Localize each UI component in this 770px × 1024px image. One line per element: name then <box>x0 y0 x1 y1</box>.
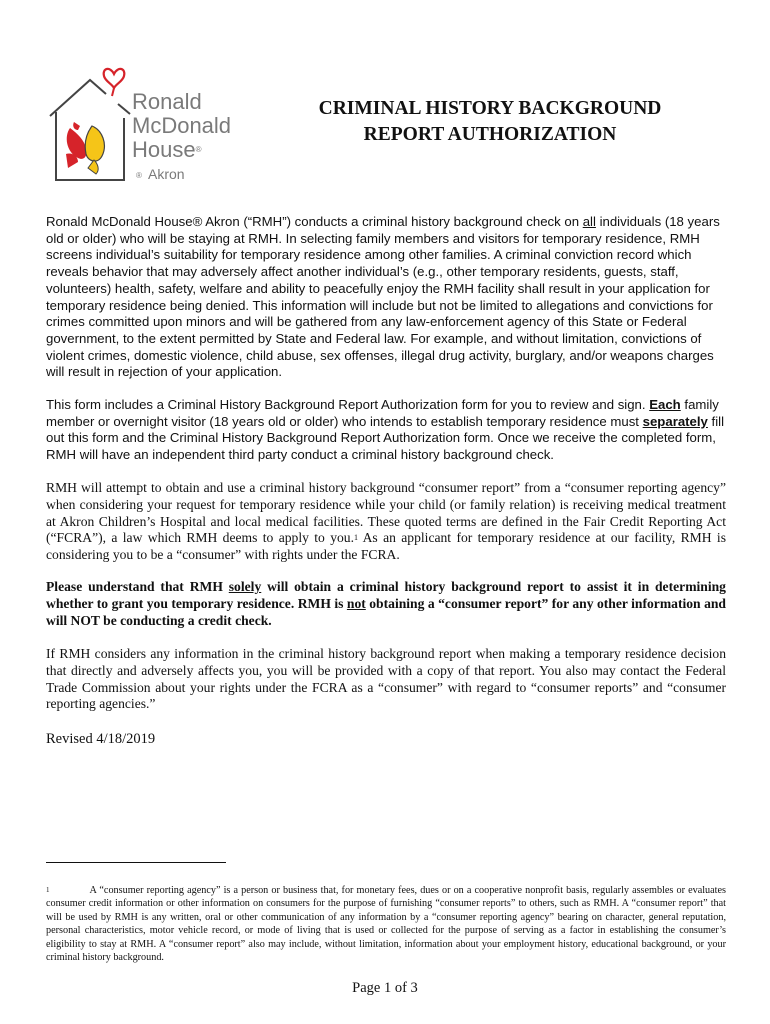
logo-akron-reg-mark: ® <box>136 171 142 180</box>
p1-all-underlined: all <box>582 214 596 229</box>
logo-line-1: Ronald <box>132 89 202 114</box>
p4-not-underlined: not <box>346 595 366 611</box>
p2-text-a: This form includes a Criminal History Background Report Authorization form for you to review and sign. <box>46 397 650 412</box>
footnote-mark: 1 <box>46 886 50 894</box>
page-title <box>300 96 680 148</box>
logo-wordmark <box>132 90 231 162</box>
p3-text-b: As an applicant for temporary residence at our facility, RMH is considering you to be a “consumer” with rights under the FCRA. <box>46 530 726 563</box>
p4-text-a: Please understand that RMH <box>46 579 229 594</box>
paragraph-form-instructions <box>46 397 726 464</box>
p2-text-b: family member or overnight visitor (18 years old or older) who intends to establish temporary residence must <box>46 397 719 429</box>
p4-text-b: will obtain a criminal history background report to assist it in determining whether to grant you temporary residence. RMH is <box>46 579 726 611</box>
page-number: Page 1 of 3 <box>352 980 418 996</box>
p2-each-emphasis: Each <box>649 397 681 412</box>
rmh-logo <box>44 56 259 186</box>
logo-location: Akron <box>148 166 185 182</box>
p1-text-a: Ronald McDonald House® Akron (“RMH”) conducts a criminal history background check on <box>46 214 583 229</box>
logo-reg-mark: ® <box>195 145 202 154</box>
title-line-2: REPORT AUTHORIZATION <box>363 124 617 145</box>
revision-date: Revised 4/18/2019 <box>46 731 156 747</box>
p5-text: If RMH considers any information in the criminal history background report when making a temporary residence decision that directly and adversely affects you, you will be provided with a copy of that report. You also may contact the Federal Trade Commission about your rights under the FCRA as a “consumer” with regard to “consumer reports” and “consumer reporting agencies.” <box>46 646 726 712</box>
title-line-1: CRIMINAL HISTORY BACKGROUND <box>318 98 662 119</box>
p4-text-c: obtaining a “consumer report” for any other information and will NOT be conducting a credit check. <box>46 595 726 628</box>
paragraph-background-check <box>46 214 726 381</box>
house-hands-icon <box>44 56 134 186</box>
paragraph-adverse-action <box>46 646 726 713</box>
footnote-text: A “consumer reporting agency” is a person or business that, for monetary fees, dues or on a cooperative nonprofit basis, regularly assembles or evaluates consumer credit information or other information on consumers for the purpose of furnishing “consumer reports” to others, such as RMH. A “consumer report” that will be used by RMH is any written, oral or other communication of any information by a “consumer reporting agency” bearing on character, general reputation, personal characteristics, motor vehicle record, or mode of living that is used or collected for the purpose of serving as a factor in establishing the consumer’s eligibility to stay at RMH. A “consumer report” also may include, without limitation, information about your employment history, educational background, or your criminal history background. <box>46 885 726 964</box>
p4-solely-underlined: solely <box>228 579 262 594</box>
logo-line-2: McDonald <box>132 113 232 138</box>
logo-line-3: House <box>132 137 196 162</box>
footnote-divider <box>46 862 226 863</box>
p2-separately-emphasis: separately <box>642 413 708 429</box>
p3-text-a: RMH will attempt to obtain and use a criminal history background “consumer report” from a “consumer reporting agency” when considering your request for temporary residence while your child (or family relation) is receiving medical treatment at Akron Children’s Hospital and local medical facilities. These quoted terms are defined in the Fair Credit Reporting Act (“FCRA”), a law which RMH deems to apply to you. <box>46 480 726 546</box>
footnote <box>46 884 726 964</box>
p2-text-c: fill out this form and the Criminal History Background Report Authorization form. Once we receive the completed form, RMH will have an independent third party conduct a criminal history background check. <box>46 413 725 463</box>
footnote-reference: 1 <box>354 533 358 543</box>
p1-text-b: individuals (18 years old or older) who will be staying at RMH. In selecting family members and visitors for temporary residence, RMH screens individual’s suitability for temporary residence among other families. A criminal conviction record which reveals behavior that may adversely affect another individual’s (e.g., other temporary residents, guests, staff, volunteers) health, safety, welfare and ability to peacefully enjoy the RMH facility shall result in your application for temporary residence being denied. This information will include but not be limited to allegations and convictions for crimes committed upon minors and will be gathered from any law-enforcement agency of this State or Federal government, to the extent permitted by State and Federal law. For example, and without limitation, convictions of violent crimes, domestic violence, child abuse, sex offenses, illegal drug activity, burglary, and/or weapons charges will result in rejection of your application. <box>46 214 720 380</box>
paragraph-consumer-report <box>46 480 726 564</box>
paragraph-solely-notice <box>46 579 726 629</box>
